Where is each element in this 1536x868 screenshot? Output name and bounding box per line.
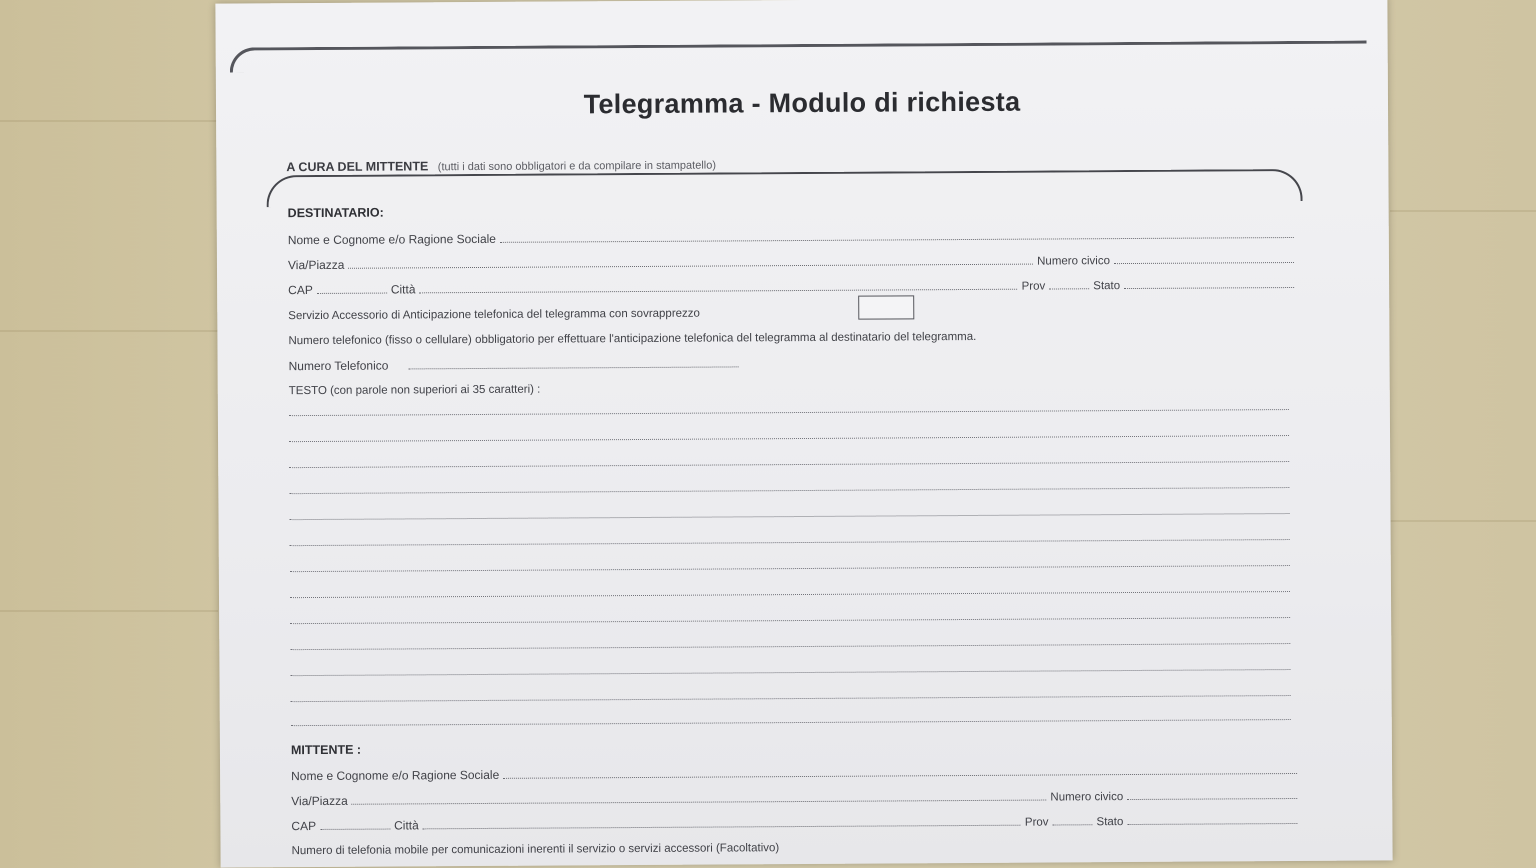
- destinatario-heading: DESTINATARIO:: [287, 205, 384, 221]
- testo-line[interactable]: [290, 643, 1290, 650]
- header-line: [286, 158, 716, 175]
- testo-line[interactable]: [290, 591, 1290, 598]
- dest-nome-row[interactable]: [288, 225, 1298, 247]
- mitt-via-field[interactable]: [352, 800, 1047, 805]
- dest-citta-label: Città: [390, 282, 416, 297]
- mitt-mobile-label: Numero di telefonia mobile per comunicazioni inerenti il servizio o servizi accessori (Facoltativo): [291, 842, 780, 858]
- testo-line[interactable]: [291, 719, 1291, 726]
- telefono-note-row: [288, 325, 1298, 347]
- telefono-field[interactable]: [408, 366, 738, 369]
- dest-civico-field[interactable]: [1114, 262, 1294, 264]
- mitt-via-label: Via/Piazza: [291, 793, 348, 809]
- testo-line[interactable]: [289, 435, 1289, 442]
- page-title: Telegramma - Modulo di richiesta: [583, 86, 1021, 120]
- testo-line[interactable]: [290, 539, 1290, 546]
- testo-line[interactable]: [289, 461, 1289, 468]
- desk-grain: [0, 330, 218, 332]
- desk-grain: [0, 120, 218, 122]
- section-frame: [266, 169, 1302, 207]
- dest-stato-field[interactable]: [1124, 287, 1294, 289]
- mitt-cap-field[interactable]: [320, 829, 390, 830]
- dest-citta-field[interactable]: [420, 289, 1018, 294]
- dest-nome-field[interactable]: [500, 237, 1294, 243]
- dest-prov-label: Prov: [1021, 280, 1046, 293]
- dest-cap-row[interactable]: [288, 275, 1298, 297]
- servizio-row: [288, 300, 1298, 322]
- testo-row: [289, 375, 1299, 397]
- dest-via-field[interactable]: [348, 264, 1033, 269]
- testo-label: TESTO (con parole non superiori ai 35 caratteri) :: [288, 383, 541, 398]
- testo-line[interactable]: [289, 487, 1289, 494]
- dest-via-row[interactable]: [288, 250, 1298, 272]
- telefono-row[interactable]: [289, 351, 1299, 373]
- dest-prov-field[interactable]: [1049, 288, 1089, 289]
- mitt-citta-label: Città: [394, 818, 419, 833]
- testo-line[interactable]: [290, 565, 1290, 572]
- mitt-stato-label: Stato: [1096, 816, 1124, 829]
- dest-stato-label: Stato: [1093, 280, 1121, 293]
- mitt-via-row[interactable]: [291, 786, 1301, 808]
- testo-line[interactable]: [291, 695, 1291, 702]
- mitt-civico-field[interactable]: [1127, 798, 1297, 800]
- mitt-nome-label: Nome e Cognome e/o Ragione Sociale: [291, 767, 500, 784]
- mitt-nome-field[interactable]: [503, 773, 1297, 779]
- mitt-citta-field[interactable]: [423, 825, 1021, 830]
- mitt-stato-field[interactable]: [1127, 823, 1297, 825]
- mitt-cap-label: CAP: [291, 818, 317, 834]
- desk-grain: [0, 610, 218, 612]
- mitt-nome-row[interactable]: [291, 761, 1301, 783]
- dest-cap-field[interactable]: [317, 293, 387, 294]
- telefono-label: Numero Telefonico: [288, 358, 389, 374]
- testo-line[interactable]: [290, 669, 1290, 676]
- mitt-prov-label: Prov: [1024, 816, 1049, 829]
- desk-grain: [1390, 520, 1536, 522]
- mitt-civico-label: Numero civico: [1050, 791, 1124, 804]
- testo-line[interactable]: [290, 617, 1290, 624]
- form-sheet: [215, 0, 1392, 868]
- mitt-mobile-row: [291, 835, 1301, 857]
- dest-cap-label: CAP: [288, 282, 313, 298]
- top-border: [230, 41, 1367, 73]
- anticipazione-checkbox[interactable]: [858, 295, 914, 319]
- dest-via-label: Via/Piazza: [287, 257, 345, 273]
- testo-line[interactable]: [289, 409, 1289, 416]
- header-note: (tutti i dati sono obbligatori e da compilare in stampatello): [437, 159, 717, 174]
- servizio-label: Servizio Accessorio di Anticipazione telefonica del telegramma con sovrapprezzo: [288, 307, 700, 323]
- mitt-cap-row[interactable]: [291, 811, 1301, 833]
- header-label: A CURA DEL MITTENTE: [286, 159, 429, 175]
- testo-line[interactable]: [290, 513, 1290, 520]
- telefono-note: Numero telefonico (fisso o cellulare) obbligatorio per effettuare l'anticipazione telefonica del telegramma al destinatario del telegramma.: [288, 330, 977, 348]
- mitt-prov-field[interactable]: [1053, 824, 1093, 825]
- mittente-heading: MITTENTE :: [290, 742, 362, 758]
- dest-nome-label: Nome e Cognome e/o Ragione Sociale: [287, 231, 496, 248]
- desk-grain: [1390, 210, 1536, 212]
- dest-civico-label: Numero civico: [1037, 255, 1110, 268]
